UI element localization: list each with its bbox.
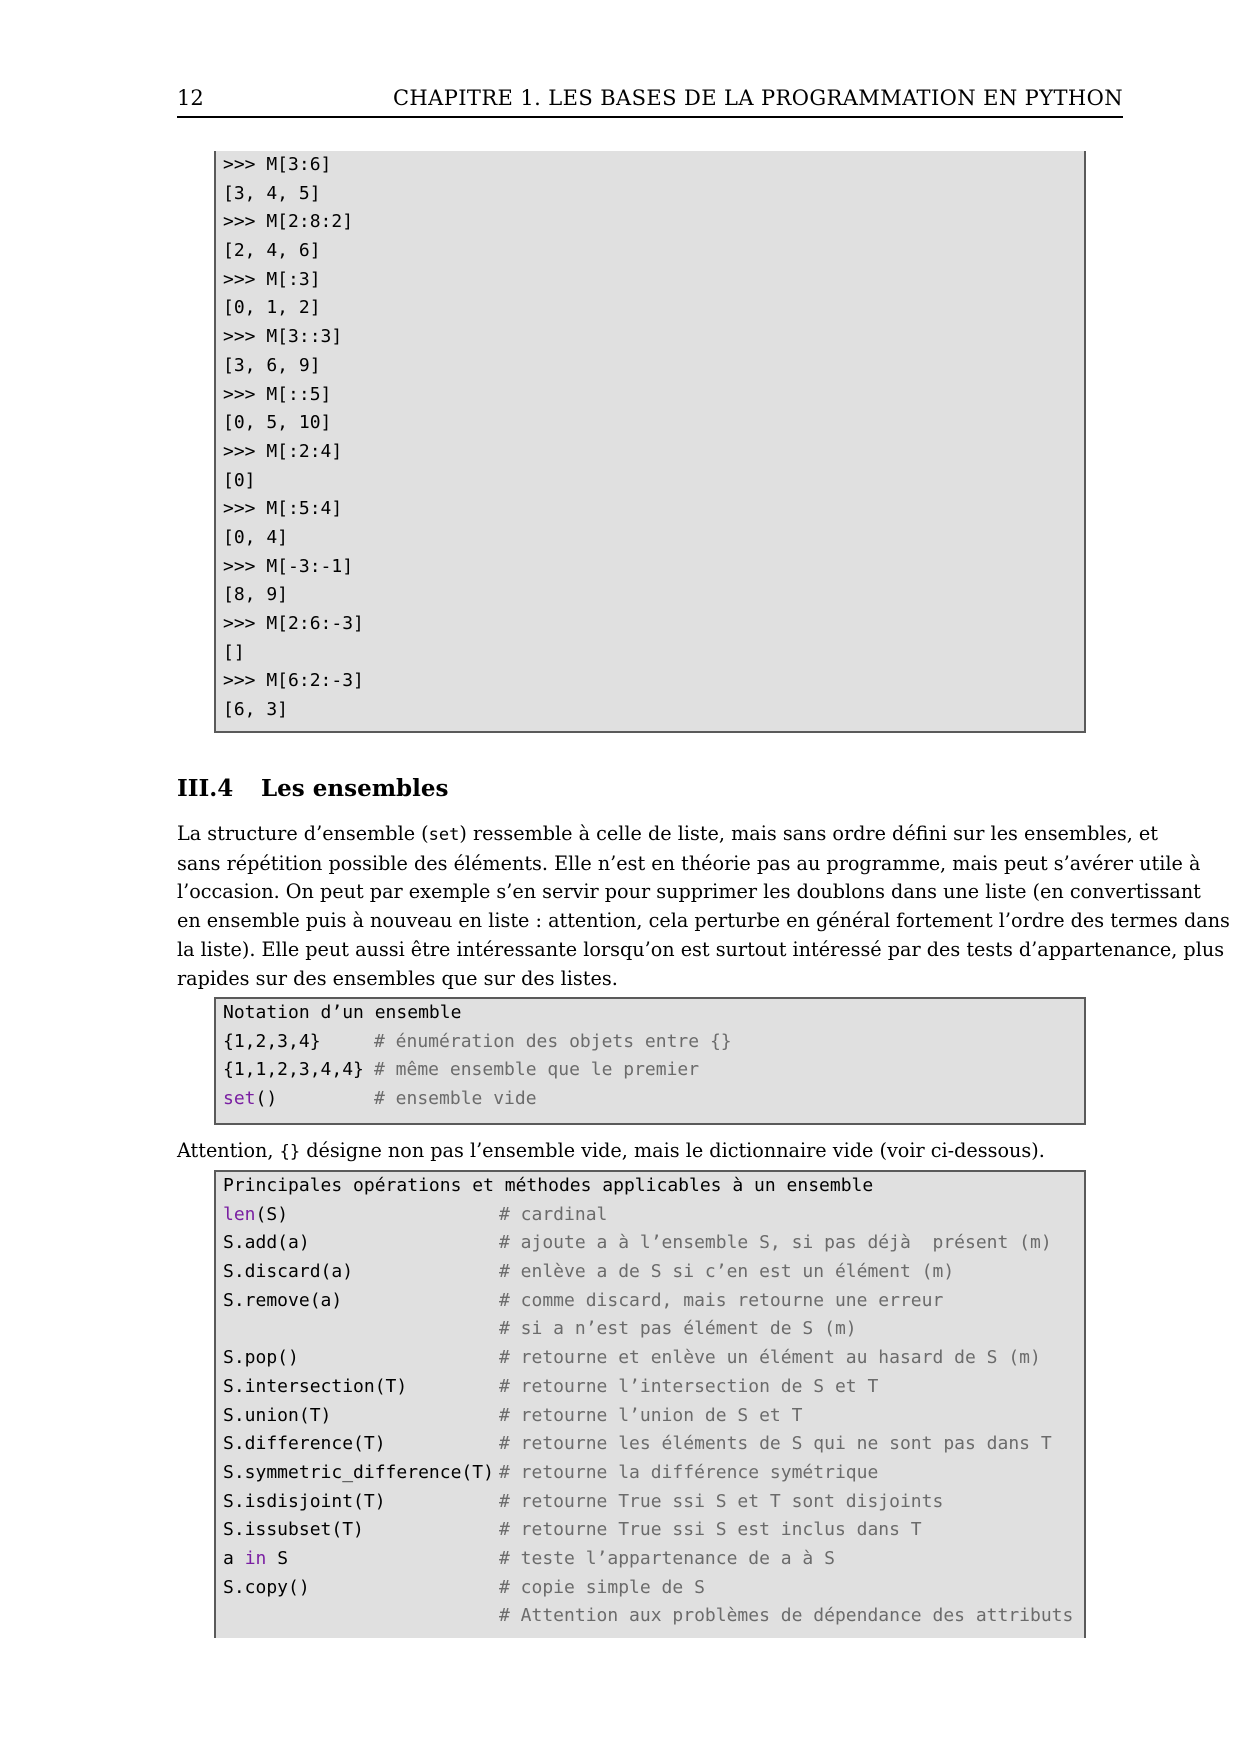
code-block-slicing [214,151,1086,733]
code-line [216,1373,1084,1402]
code-comment: # retourne True ssi S est inclus dans T [499,1519,922,1541]
code-text: () [255,1088,278,1110]
running-header [177,86,1123,118]
code-block-notation [214,997,1086,1125]
code-comment: # comme discard, mais retourne une erreur [499,1289,944,1311]
code-block-operations [214,1170,1086,1638]
code-text: S.union(T) [223,1404,332,1426]
code-text: S.difference(T) [223,1433,386,1455]
code-line: [] [223,641,245,663]
body-paragraph [177,820,1230,993]
code-line: >>> M[3:6] [223,154,332,175]
note-text [177,1137,1045,1166]
code-comment: # énumération des objets entre {} [374,1030,732,1052]
code-line [216,1287,1084,1316]
code-line [216,1085,1084,1114]
code-text: {1,2,3,4} [223,1030,321,1052]
code-line: >>> M[2:6:-3] [223,613,364,634]
code-comment: # retourne la différence symétrique [499,1461,879,1483]
code-text: {1,1,2,3,4,4} [223,1059,364,1081]
code-line [216,1258,1084,1287]
code-line: >>> M[::5] [223,383,332,405]
code-comment: # ajoute a à l’ensemble S, si pas déjà présent (m) [499,1232,1052,1254]
code-line: >>> M[-3:-1] [223,555,354,577]
section-number: III.4 [177,775,234,802]
code-line: [0, 4] [223,526,289,548]
paragraph-line: sans répétition possible des éléments. Elle n’est en théorie pas au programme, mais peut s’avérer utile à [177,851,1201,875]
section-heading [177,775,448,802]
code-text: S.issubset(T) [223,1519,364,1541]
code-line: [8, 9] [223,584,289,606]
code-line: [0] [223,469,256,491]
code-box-title: Notation d’un ensemble [223,1002,462,1023]
code-line: [0, 5, 10] [223,412,332,434]
paragraph-line: rapides sur des ensembles que sur des listes. [177,966,618,990]
code-line [216,1602,1084,1631]
code-text: S.isdisjoint(T) [223,1490,386,1512]
inline-code: set [428,825,460,845]
code-keyword: in [244,1547,267,1569]
text-run: Attention, [177,1139,280,1162]
code-text: S.discard(a) [223,1261,354,1283]
code-line [216,1229,1084,1258]
code-line [216,1430,1084,1459]
code-comment: # copie simple de S [499,1576,705,1598]
code-line: >>> M[:3] [223,268,321,290]
code-text: a [223,1547,245,1569]
code-comment: # retourne les éléments de S qui ne sont pas dans T [499,1433,1052,1455]
code-comment: # cardinal [499,1203,608,1225]
code-line [216,1459,1084,1488]
code-line [216,1488,1084,1517]
paragraph-line: l’occasion. On peut par exemple s’en servir pour supprimer les doublons dans une liste (en convertissant [177,880,1201,904]
text-run: La structure d’ensemble ( [177,822,429,845]
code-line [216,1516,1084,1545]
inline-code: {} [279,1142,301,1162]
code-comment: # enlève a de S si c’en est un élément (m) [499,1261,955,1283]
code-comment: # retourne True ssi S et T sont disjoints [499,1490,944,1512]
code-line [216,1028,1084,1057]
code-box-title: Principales opérations et méthodes applicables à un ensemble [223,1175,874,1196]
code-line: >>> M[:2:4] [223,440,343,462]
chapter-title: CHAPITRE 1. LES BASES DE LA PROGRAMMATION EN PYTHON [392,86,1123,110]
code-line: [0, 1, 2] [223,297,321,319]
code-line: >>> M[2:8:2] [223,211,354,233]
code-line [216,1201,1084,1230]
code-comment: # même ensemble que le premier [374,1059,700,1081]
code-text: S.copy() [223,1576,310,1598]
code-comment: # retourne et enlève un élément au hasard de S (m) [499,1347,1041,1369]
code-line [216,1545,1084,1574]
code-text: S.remove(a) [223,1289,343,1311]
page-number: 12 [177,86,204,110]
code-text: S.add(a) [223,1232,310,1254]
paragraph-line: en ensemble puis à nouveau en liste : attention, cela perturbe en général fortement l’ordre des termes dans [177,909,1230,933]
code-line: >>> M[6:2:-3] [223,670,364,692]
code-text: (S) [255,1203,289,1225]
code-line [216,1344,1084,1373]
code-line [216,1402,1084,1431]
code-text: S [266,1547,289,1569]
code-line [216,1056,1084,1085]
code-comment: # retourne l’union de S et T [499,1404,803,1426]
code-line: [6, 3] [223,699,289,721]
text-run: ) ressemble à celle de liste, mais sans ordre défini sur les ensembles, et [459,822,1158,845]
code-keyword: set [223,1088,256,1110]
code-line: >>> M[3::3] [223,326,343,348]
text-run: désigne non pas l’ensemble vide, mais le dictionnaire vide (voir ci-dessous). [300,1139,1045,1162]
code-keyword: len [223,1203,256,1225]
code-line [216,1574,1084,1603]
code-comment: # si a n’est pas élément de S (m) [499,1318,857,1340]
code-line: [3, 4, 5] [223,182,321,204]
paragraph-line [177,820,1158,850]
code-comment: # ensemble vide [374,1088,537,1110]
section-title: Les ensembles [261,775,449,802]
code-comment: # Attention aux problèmes de dépendance des attributs [499,1605,1074,1627]
code-comment: # teste l’appartenance de a à S [499,1547,835,1569]
code-text: S.intersection(T) [223,1375,408,1397]
code-line: [2, 4, 6] [223,240,321,262]
code-line: >>> M[:5:4] [223,498,343,520]
code-line [216,1315,1084,1344]
code-comment: # retourne l’intersection de S et T [499,1375,879,1397]
paragraph-line: la liste). Elle peut aussi être intéressante lorsqu’on est surtout intéressé par des tests d’appartenance, plus [177,937,1225,961]
code-line: [3, 6, 9] [223,354,321,376]
code-text: S.symmetric_difference(T) [223,1461,494,1483]
code-text: S.pop() [223,1347,299,1369]
